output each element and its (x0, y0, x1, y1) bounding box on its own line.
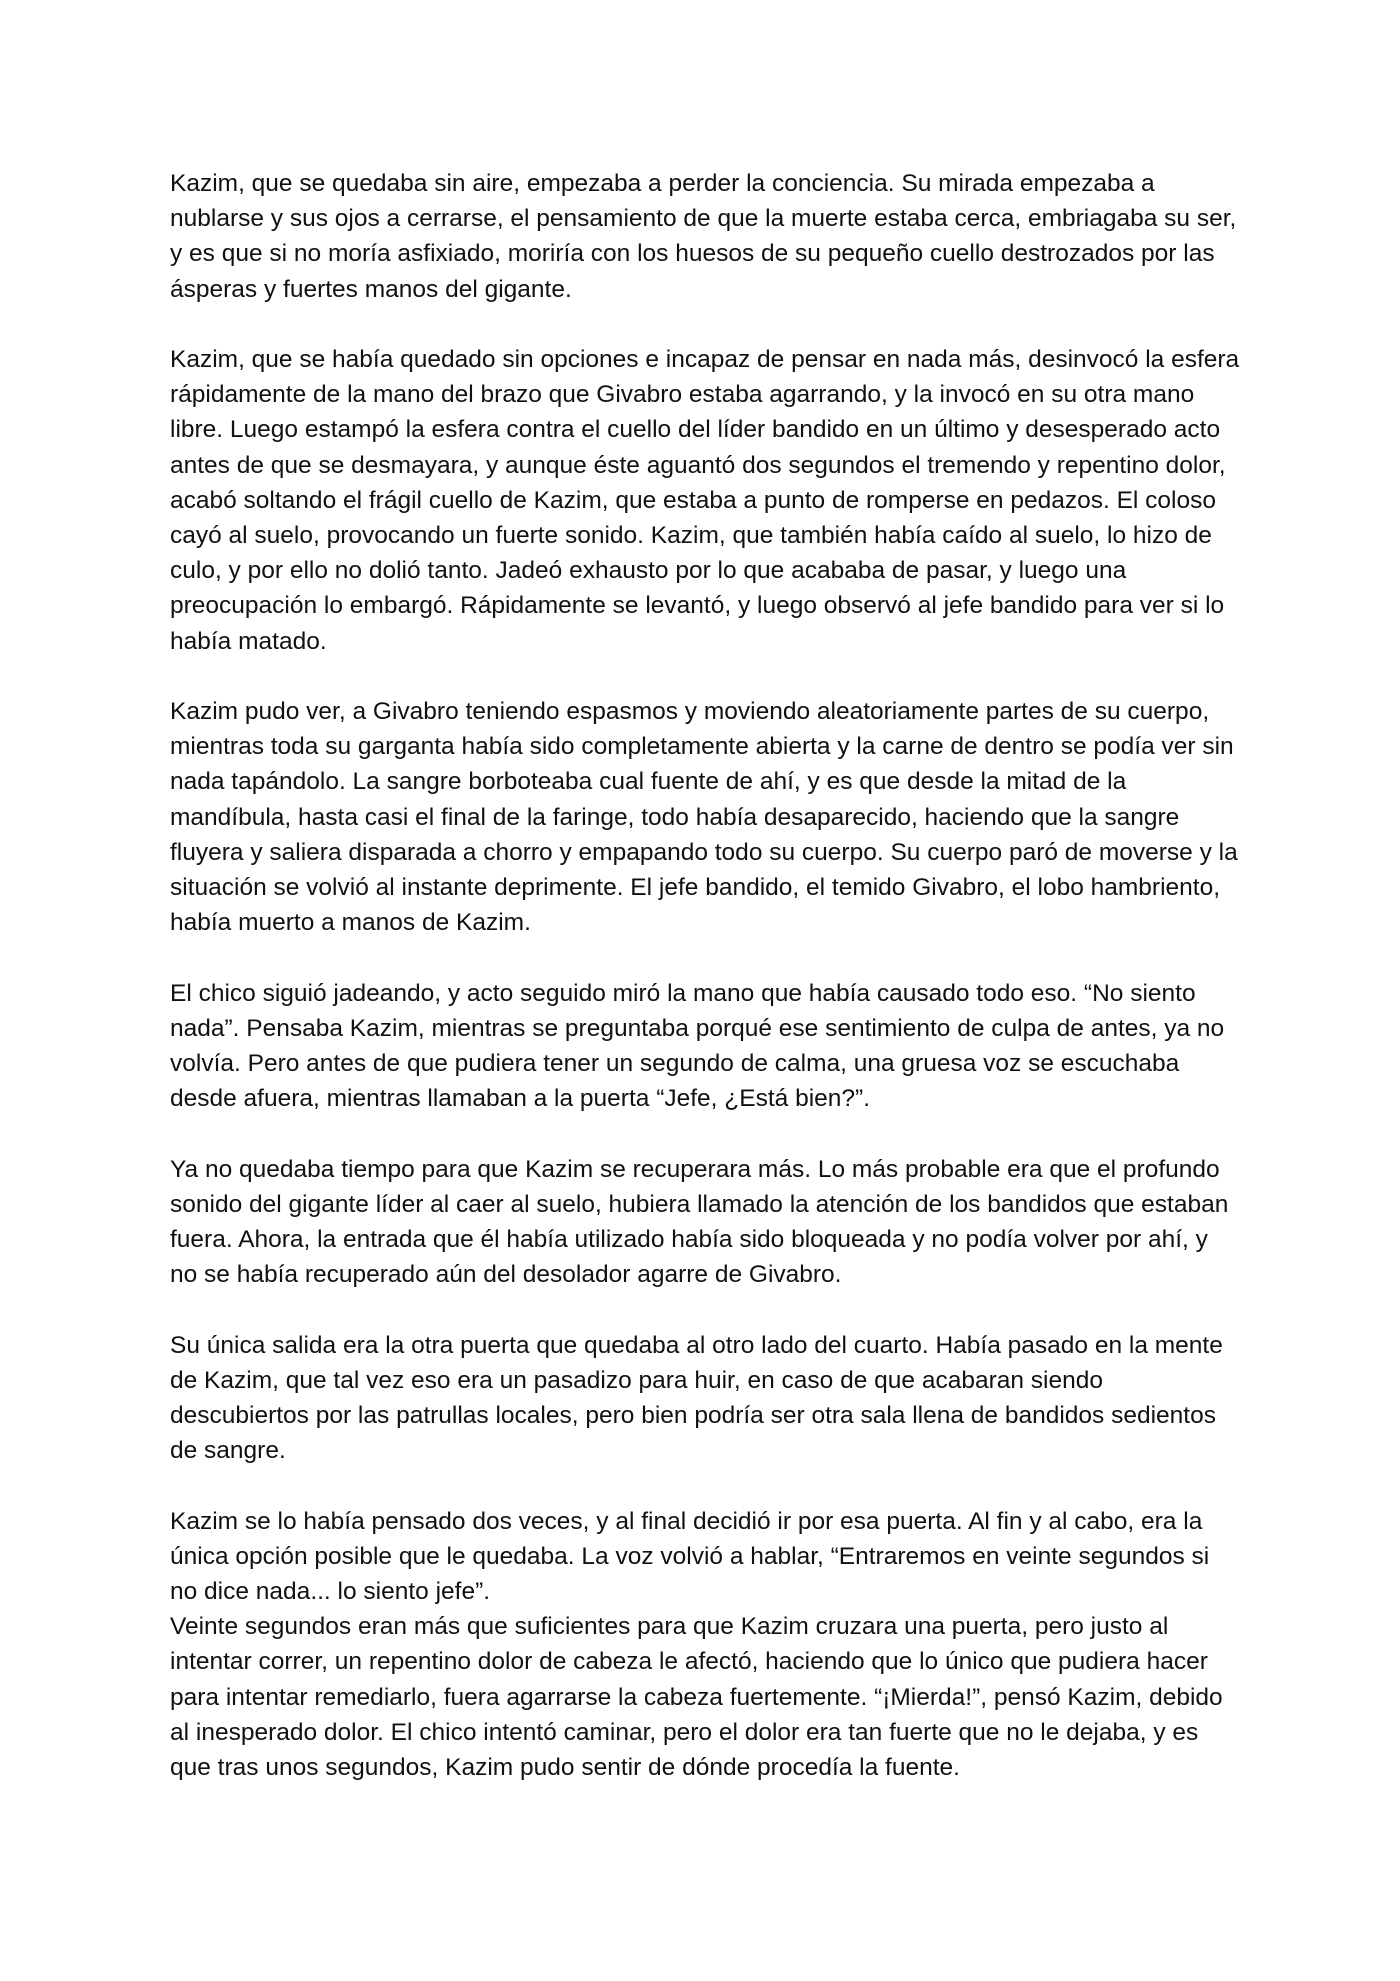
paragraph-3: Kazim pudo ver, a Givabro teniendo espasmos y moviendo aleatoriamente partes de su cuerpo, mientras toda su garganta había sido completamente abierta y la carne de dentro se podía ver sin nada tapándolo. La sangre borboteaba cual fuente de ahí, y es que desde la mitad de la mandíbula, hasta casi el final de la faringe, todo había desaparecido, haciendo que la sangre fluyera y saliera disparada a chorro y empapando todo su cuerpo. Su cuerpo paró de moverse y la situación se volvió al instante deprimente. El jefe bandido, el temido Givabro, el lobo hambriento, había muerto a manos de Kazim. (170, 698, 1238, 937)
paragraph-5: Ya no quedaba tiempo para que Kazim se recuperara más. Lo más probable era que el profundo sonido del gigante líder al caer al suelo, hubiera llamado la atención de los bandidos que estaban fuera. Ahora, la entrada que él había utilizado había sido bloqueada y no podía volver por ahí, y no se había recuperado aún del desolador agarre de Givabro. (170, 1155, 1229, 1289)
paragraph-2: Kazim, que se había quedado sin opciones e incapaz de pensar en nada más, desinvocó la esfera rápidamente de la mano del brazo que Givabro estaba agarrando, y la invocó en su otra mano libre. Luego estampó la esfera contra el cuello del líder bandido en un último y desesperado acto antes de que se desmayara, y aunque éste aguantó dos segundos el tremendo y repentino dolor, acabó soltando el frágil cuello de Kazim, que estaba a punto de romperse en pedazos. El coloso cayó al suelo, provocando un fuerte sonido. Kazim, que también había caído al suelo, lo hizo de culo, y por ello no dolió tanto. Jadeó exhausto por lo que acababa de pasar, y luego una preocupación lo embargó. Rápidamente se levantó, y luego observó al jefe bandido para ver si lo había matado. (170, 346, 1240, 655)
paragraph-4: El chico siguió jadeando, y acto seguido miró la mano que había causado todo eso. “No siento nada”. Pensaba Kazim, mientras se preguntaba porqué ese sentimiento de culpa de antes, ya no volvía. Pero antes de que pudiera tener un segundo de calma, una gruesa voz se escuchaba desde afuera, mientras llamaban a la puerta “Jefe, ¿Está bien?”. (170, 979, 1225, 1113)
paragraph-7: Kazim se lo había pensado dos veces, y al final decidió ir por esa puerta. Al fin y al cabo, era la única opción posible que le quedaba. La voz volvió a hablar, “Entraremos en veinte segundos si no dice nada... lo siento jefe”. (170, 1507, 1210, 1606)
document-body (170, 166, 1240, 1820)
paragraph-8: Veinte segundos eran más que suficientes para que Kazim cruzara una puerta, pero justo al intentar correr, un repentino dolor de cabeza le afectó, haciendo que lo único que pudiera hacer para intentar remediarlo, fuera agarrarse la cabeza fuertemente. “¡Mierda!”, pensó Kazim, debido al inesperado dolor. El chico intentó caminar, pero el dolor era tan fuerte que no le dejaba, y es que tras unos segundos, Kazim pudo sentir de dónde procedía la fuente. (170, 1613, 1223, 1782)
paragraph-1: Kazim, que se quedaba sin aire, empezaba a perder la conciencia. Su mirada empezaba a nublarse y sus ojos a cerrarse, el pensamiento de que la muerte estaba cerca, embriagaba su ser, y es que si no moría asfixiado, moriría con los huesos de su pequeño cuello destrozados por las ásperas y fuertes manos del gigante. (170, 170, 1237, 303)
paragraph-6: Su única salida era la otra puerta que quedaba al otro lado del cuarto. Había pasado en la mente de Kazim, que tal vez eso era un pasadizo para huir, en caso de que acabaran siendo descubiertos por las patrullas locales, pero bien podría ser otra sala llena de bandidos sedientos de sangre. (170, 1331, 1223, 1465)
